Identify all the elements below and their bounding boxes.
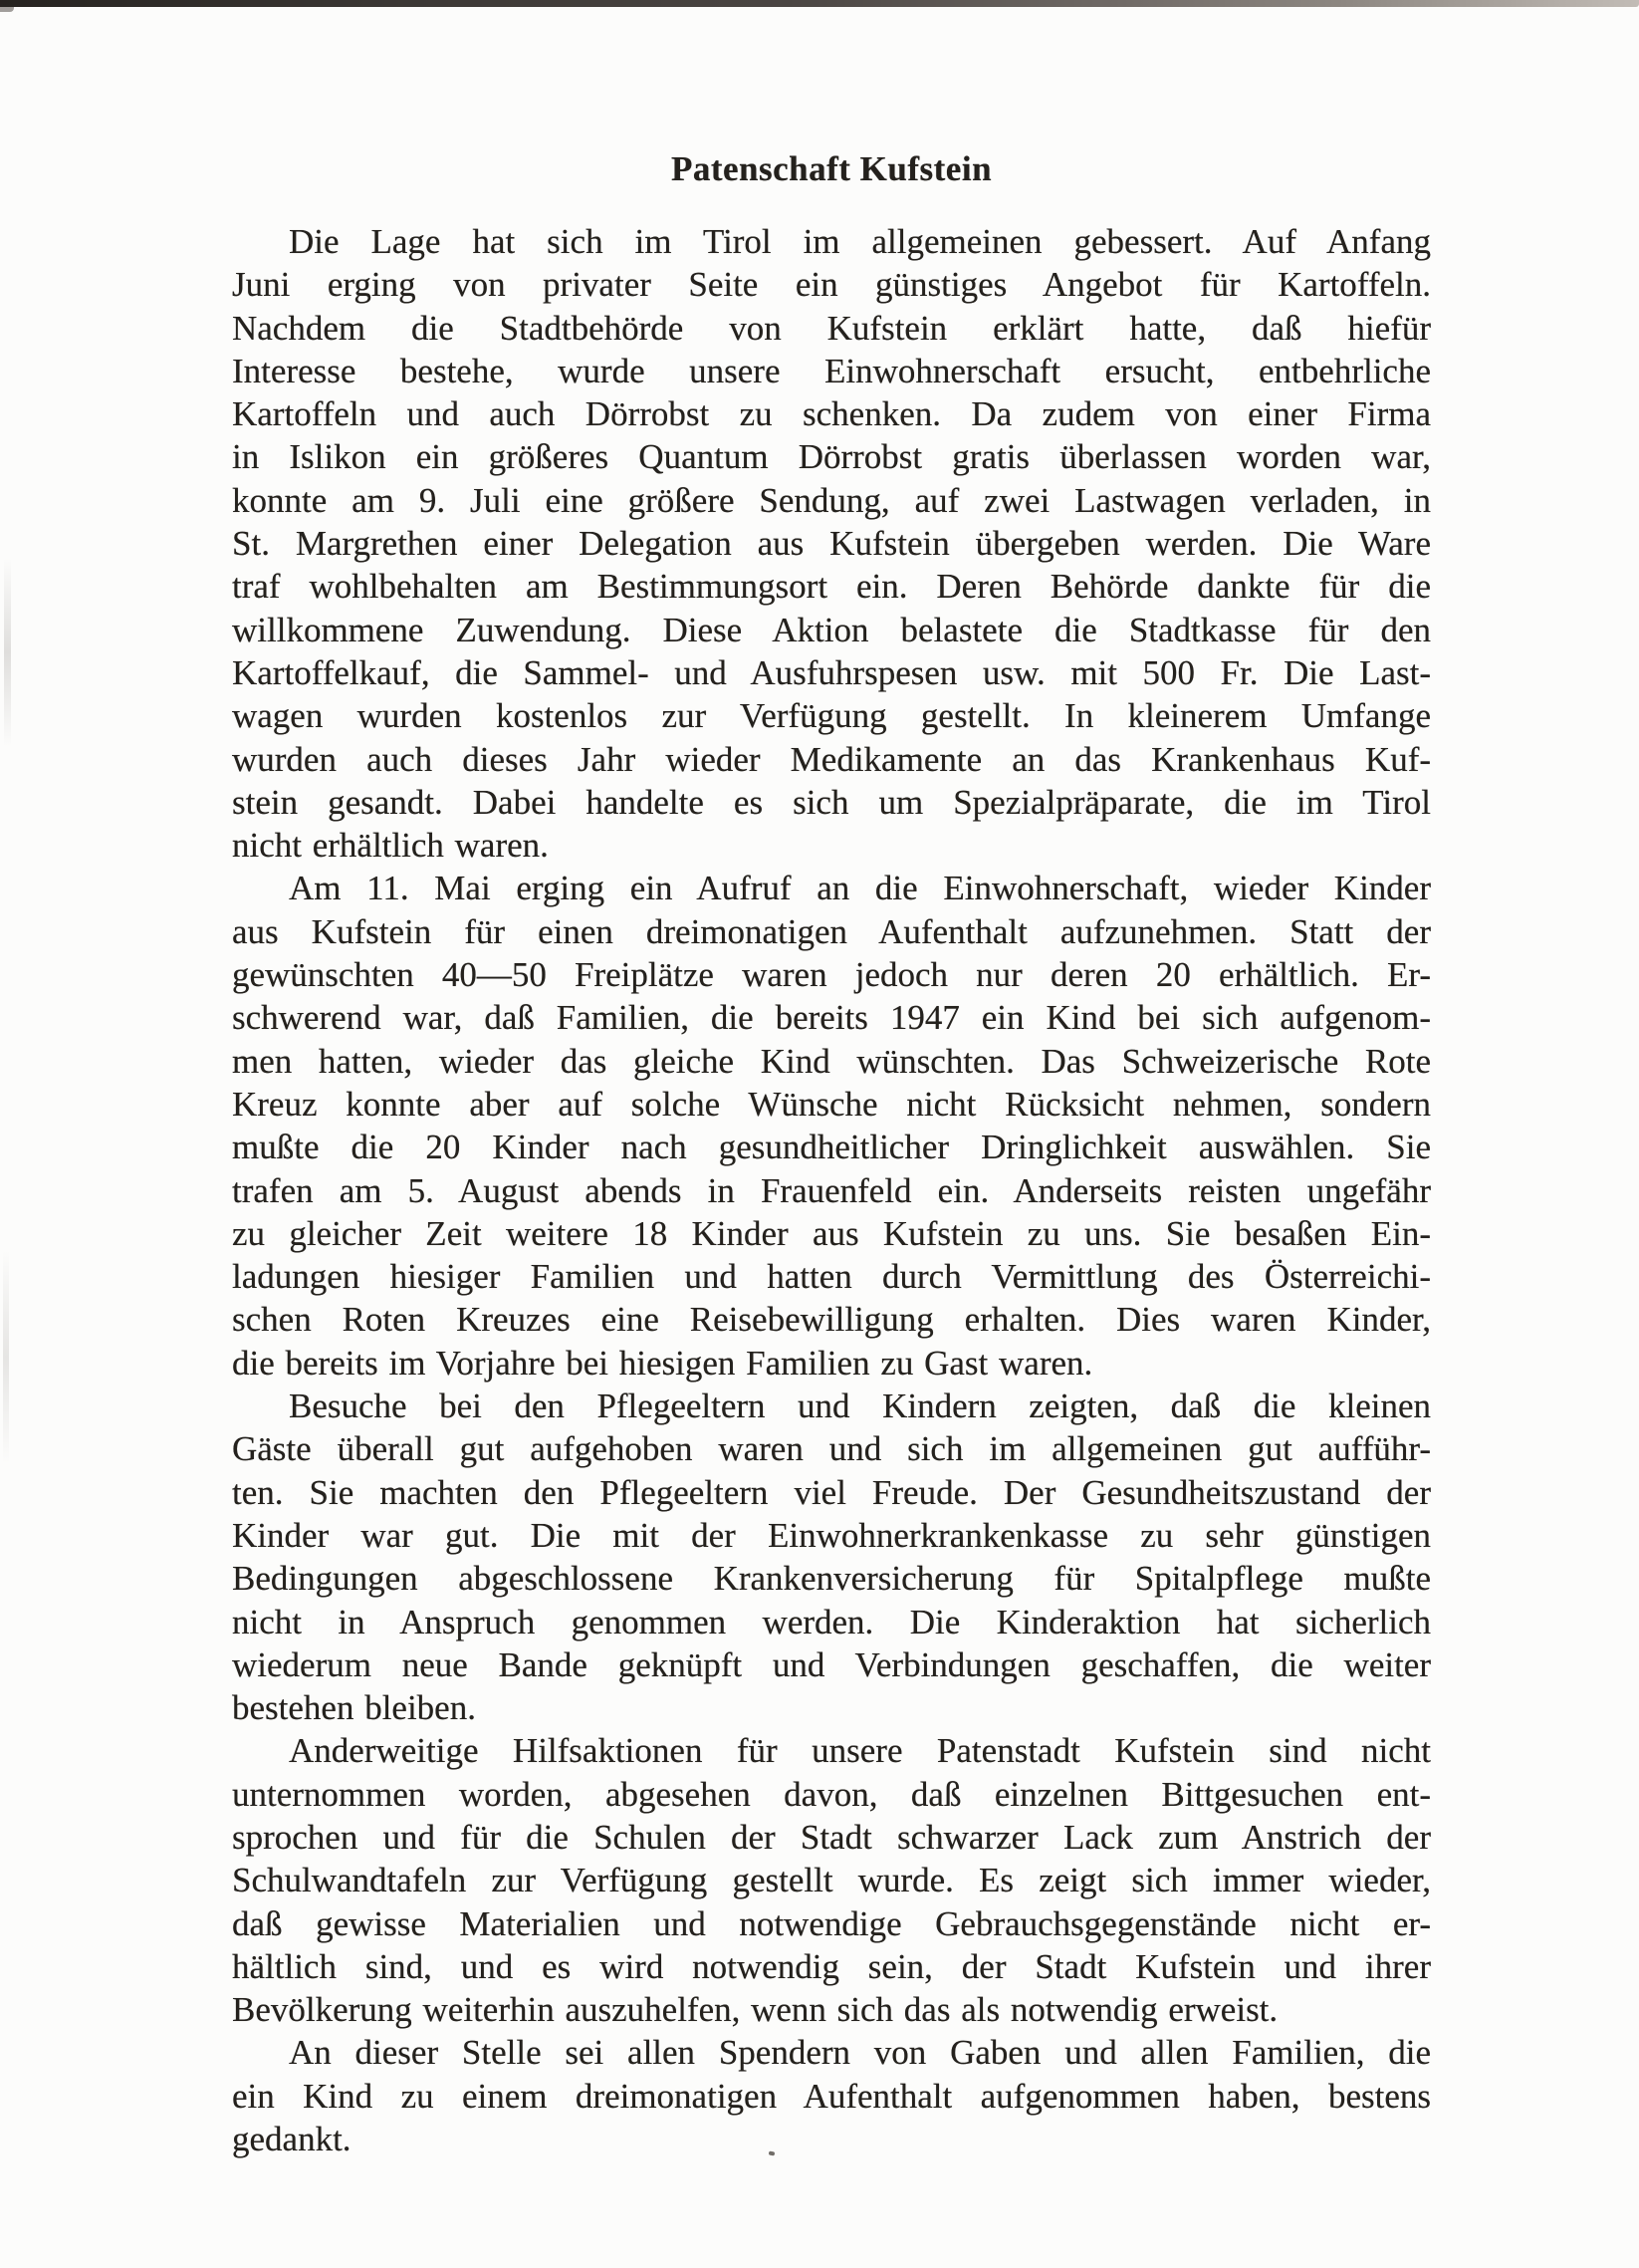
- text-line: St. Margrethen einer Delegation aus Kufstein übergeben werden. Die Ware: [232, 524, 1431, 564]
- text-line: Kartoffeln und auch Dörrobst zu schenken. Da zudem von einer Firma: [232, 394, 1431, 434]
- text-line: gedankt.: [232, 2120, 351, 2159]
- text-line: zu gleicher Zeit weitere 18 Kinder aus Kufstein zu uns. Sie besaßen Ein-: [232, 1213, 1431, 1253]
- text-line: wagen wurden kostenlos zur Verfügung gestellt. In kleinerem Umfange: [232, 696, 1431, 736]
- text-line: ein Kind zu einem dreimonatigen Aufenthalt aufgenommen haben, bestens: [232, 2076, 1431, 2116]
- text-line: ten. Sie machten den Pflegeeltern viel Freude. Der Gesundheitszustand der: [232, 1472, 1431, 1512]
- text-line: die bereits im Vorjahre bei hiesigen Familien zu Gast waren.: [232, 1343, 1093, 1383]
- scan-smudge-artifact: [4, 558, 11, 747]
- text-line: konnte am 9. Juli eine größere Sendung, auf zwei Lastwagen verladen, in: [232, 480, 1431, 520]
- text-line: in Islikon ein größeres Quantum Dörrobst gratis überlassen worden war,: [232, 437, 1431, 477]
- text-line: Kartoffelkauf, die Sammel- und Ausfuhrspesen usw. mit 500 Fr. Die Last-: [232, 652, 1431, 692]
- scan-edge-artifact: [0, 0, 1639, 7]
- text-line: wiederum neue Bande geknüpft und Verbindungen geschaffen, die weiter: [232, 1644, 1431, 1684]
- text-line: nicht in Anspruch genommen werden. Die Kinderaktion hat sicherlich: [232, 1602, 1431, 1641]
- text-line: unternommen worden, abgesehen davon, daß einzelnen Bittgesuchen ent-: [232, 1774, 1431, 1814]
- text-line: Anderweitige Hilfsaktionen für unsere Patenstadt Kufstein sind nicht: [289, 1731, 1431, 1771]
- text-line: daß gewisse Materialien und notwendige Gebrauchsgegenstände nicht er-: [232, 1903, 1431, 1943]
- text-line: Nachdem die Stadtbehörde von Kufstein erklärt hatte, daß hiefür: [232, 308, 1431, 348]
- text-line: traf wohlbehalten am Bestimmungsort ein. Deren Behörde dankte für die: [232, 567, 1431, 607]
- text-line: trafen am 5. August abends in Frauenfeld ein. Anderseits reisten ungefähr: [232, 1170, 1431, 1210]
- text-line: Besuche bei den Pflegeeltern und Kindern zeigten, daß die kleinen: [289, 1386, 1431, 1426]
- text-line: ladungen hiesiger Familien und hatten durch Vermittlung des Österreichi-: [232, 1257, 1431, 1297]
- text-line: Bevölkerung weiterhin auszuhelfen, wenn sich das als notwendig erweist.: [232, 1990, 1279, 2030]
- text-line: mußte die 20 Kinder nach gesundheitlicher Dringlichkeit auswählen. Sie: [232, 1128, 1431, 1167]
- text-line: willkommene Zuwendung. Diese Aktion belastete die Stadtkasse für den: [232, 610, 1431, 649]
- text-line: hältlich sind, und es wird notwendig sein, der Stadt Kufstein und ihrer: [232, 1946, 1431, 1986]
- text-line: schen Roten Kreuzes eine Reisebewilligung erhalten. Dies waren Kinder,: [232, 1300, 1431, 1340]
- text-line: sprochen und für die Schulen der Stadt schwarzer Lack zum Anstrich der: [232, 1817, 1431, 1857]
- text-line: aus Kufstein für einen dreimonatigen Aufenthalt aufzunehmen. Statt der: [232, 911, 1431, 951]
- text-line: gewünschten 40—50 Freiplätze waren jedoch nur deren 20 erhältlich. Er-: [232, 955, 1431, 995]
- text-line: Kreuz konnte aber auf solche Wünsche nicht Rücksicht nehmen, sondern: [232, 1084, 1431, 1124]
- text-line: Kinder war gut. Die mit der Einwohnerkrankenkasse zu sehr günstigen: [232, 1515, 1431, 1555]
- text-line: Bedingungen abgeschlossene Krankenversicherung für Spitalpflege mußte: [232, 1559, 1431, 1599]
- text-line: schwerend war, daß Familien, die bereits 1947 ein Kind bei sich aufgenom-: [232, 998, 1431, 1038]
- text-line: An dieser Stelle sei allen Spendern von Gaben und allen Familien, die: [289, 2033, 1431, 2073]
- text-line: nicht erhältlich waren.: [232, 826, 549, 866]
- text-line: Juni erging von privater Seite ein günstiges Angebot für Kartoffeln.: [232, 265, 1431, 305]
- text-line: Die Lage hat sich im Tirol im allgemeinen gebessert. Auf Anfang: [289, 222, 1431, 261]
- text-line: Interesse bestehe, wurde unsere Einwohnerschaft ersucht, entbehrliche: [232, 351, 1431, 390]
- page-title: Patenschaft Kufstein: [670, 149, 993, 188]
- text-line: Gäste überall gut aufgehoben waren und sich im allgemeinen gut aufführ-: [232, 1429, 1431, 1469]
- scan-smudge-artifact: [3, 1250, 9, 1464]
- text-line: stein gesandt. Dabei handelte es sich um Spezialpräparate, die im Tirol: [232, 782, 1431, 822]
- document-body: [232, 220, 1431, 2160]
- text-line: Am 11. Mai erging ein Aufruf an die Einwohnerschaft, wieder Kinder: [289, 869, 1431, 908]
- text-line: bestehen bleiben.: [232, 1688, 476, 1728]
- text-line: men hatten, wieder das gleiche Kind wünschten. Das Schweizerische Rote: [232, 1041, 1431, 1081]
- text-line: wurden auch dieses Jahr wieder Medikamente an das Krankenhaus Kuf-: [232, 739, 1431, 779]
- text-line: Schulwandtafeln zur Verfügung gestellt wurde. Es zeigt sich immer wieder,: [232, 1861, 1431, 1900]
